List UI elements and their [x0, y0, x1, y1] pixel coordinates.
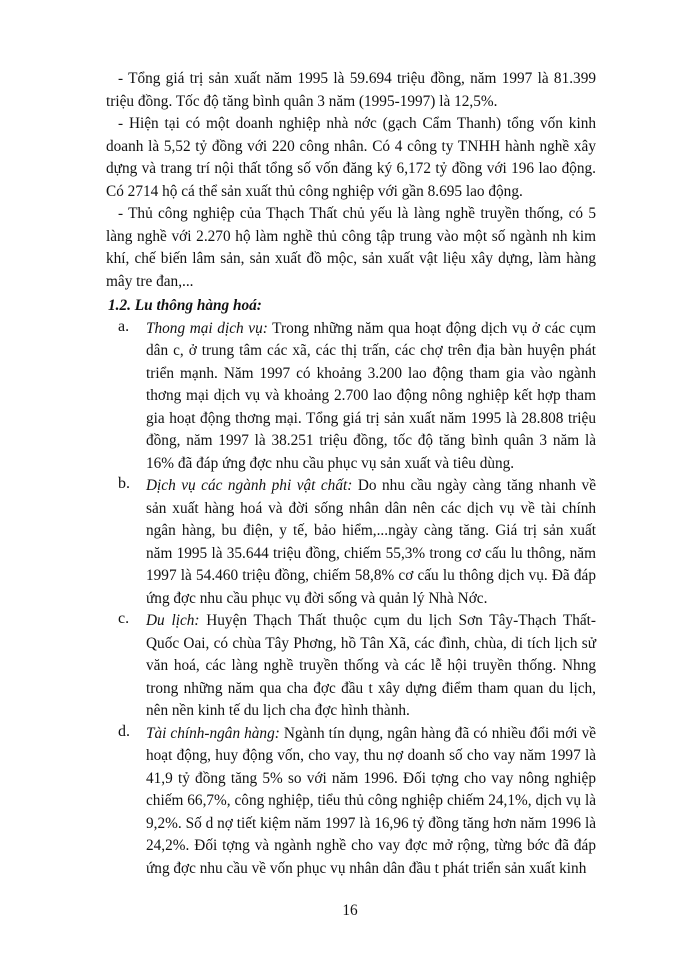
- section-heading: 1.2. Lu thông hàng hoá:: [108, 297, 262, 314]
- list-item-body: [146, 723, 596, 881]
- list-item-heading: Thong mại dịch vụ:: [146, 319, 268, 337]
- list-label: c.: [118, 610, 130, 627]
- paragraph-enterprises: - Hiện tại có một doanh nghiệp nhà nớc (gạch Cẩm Thanh) tổng vốn kinh doanh là 5,52 tỷ đồng với 220 công nhân. Có 4 công ty TNHH hành nghề xây dựng và trang trí nội thất tổng số vốn đăng ký 6,172 tỷ đồng với 196 lao động. Có 2714 hộ cá thể sản xuất thủ công nghiệp với gần 8.695 lao động.: [106, 115, 596, 200]
- list-label: a.: [118, 317, 130, 335]
- list-item-body: [146, 475, 596, 610]
- list-label: d.: [118, 722, 130, 740]
- list-item-c: [106, 610, 596, 723]
- list-label: b.: [118, 475, 130, 492]
- list-item-text: Do nhu cầu ngày càng tăng nhanh về sản xuất hàng hoá và đời sống nhân dân nên các dịch vụ về tài chính ngân hàng, bu điện, y tế, bảo hiểm,...ngày càng tăng. Giá trị sản xuất năm 1995 là 35.644 triệu đồng, chiếm 55,3% trong cơ cấu lu thông, năm 1997 là 54.460 triệu đồng, chiếm 58,8% cơ cấu lu thông dịch vụ. Đã đáp ứng đợc nhu cầu phục vụ đời sống và quản lý Nhà Nớc.: [146, 477, 596, 607]
- list-item-d: [106, 723, 596, 881]
- page-number: 16: [342, 902, 358, 919]
- list-item-b: [106, 475, 596, 610]
- list-item-body: [146, 610, 596, 723]
- list-item-heading: Du lịch:: [146, 612, 200, 629]
- list-item-heading: Dịch vụ các ngành phi vật chất:: [146, 477, 353, 494]
- list-item-body: [146, 318, 596, 476]
- list-item-text: Huyện Thạch Thất thuộc cụm du lịch Sơn Tây-Thạch Thất-Quốc Oai, có chùa Tây Phơng, hồ Tân Xã, các đình, chùa, di tích lịch sử văn hoá, các làng nghề truyền thống và các lễ hội truyền thống. Nhng trong những năm qua cha đợc đầu t xây dựng điểm tham quan du lịch, nên nền kinh tế du lịch cha đợc hình thành.: [146, 612, 596, 719]
- paragraph-handicraft: - Thủ công nghiệp của Thạch Thất chủ yếu là làng nghề truyền thống, có 5 làng nghề với 2.270 hộ làm nghề thủ công tập trung vào một số ngành nh kim khí, chế biến lâm sản, sản xuất đồ mộc, sản xuất vật liệu xây dựng, làm hàng mây tre đan,...: [106, 205, 596, 290]
- paragraph-production-value: - Tổng giá trị sản xuất năm 1995 là 59.694 triệu đồng, năm 1997 là 81.399 triệu đồng. Tốc độ tăng bình quân 3 năm (1995-1997) là 12,5%.: [106, 70, 596, 110]
- list-item-heading: Tài chính-ngân hàng:: [146, 724, 280, 742]
- list-item-text: Ngành tín dụng, ngân hàng đã có nhiều đổi mới về hoạt động, huy động vốn, cho vay, thu nợ doanh số cho vay năm 1997 là 41,9 tỷ đồng tăng 5% so với năm 1996. Đối tợng cho vay nông nghiệp chiếm 66,7%, công nghiệp, tiểu thủ công nghiệp chiếm 24,1%, dịch vụ là 9,2%. Số d nợ tiết kiệm năm 1997 là 16,96 tỷ đồng tăng hơn năm 1996 là 24,2%. Đối tợng và ngành nghề cho vay đợc mở rộng, từng bớc đã đáp ứng đợc nhu cầu về vốn phục vụ nhân dân đầu t phát triển sản xuất kinh: [146, 724, 597, 877]
- list-item-text: Trong những năm qua hoạt động dịch vụ ở các cụm dân c, ở trung tâm các xã, các thị trấn, các chợ trên địa bàn huyện phát triển mạnh. Năm 1997 có khoảng 3.200 lao động tham gia vào ngành thơng mại dịch vụ và khoảng 2.700 lao động nông nghiệp kết hợp tham gia hoạt động thơng mại. Tổng giá trị sản xuất năm 1995 là 28.808 triệu đồng, năm 1997 là 38.251 triệu đồng, tốc độ tăng bình quân 3 năm là 16% đã đáp ứng đợc nhu cầu phục vụ sản xuất và tiêu dùng.: [146, 319, 596, 472]
- list-item-a: [106, 318, 596, 476]
